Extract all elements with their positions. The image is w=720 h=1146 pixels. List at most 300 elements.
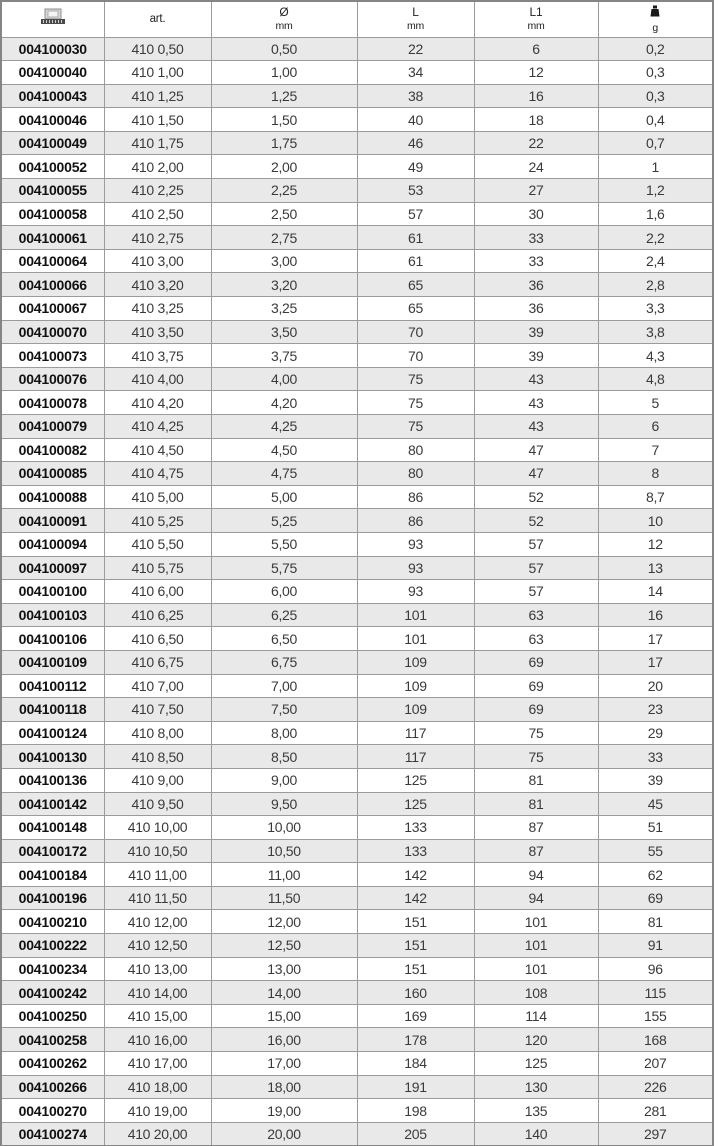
art-cell: 410 14,00: [104, 981, 211, 1005]
art-cell: 410 2,25: [104, 179, 211, 203]
ean-cell: 004100148: [1, 816, 104, 840]
weight-cell: 16: [598, 603, 713, 627]
weight-cell: 51: [598, 816, 713, 840]
ean-cell: 004100172: [1, 839, 104, 863]
length-column-header: [357, 1, 474, 37]
length1-cell: 81: [474, 768, 598, 792]
diameter-cell: 4,00: [211, 367, 357, 391]
length-cell: 93: [357, 580, 474, 604]
table-row: [1, 391, 713, 415]
diameter-cell: 8,50: [211, 745, 357, 769]
art-cell: 410 15,00: [104, 1004, 211, 1028]
length1-cell: 87: [474, 816, 598, 840]
table-row: [1, 957, 713, 981]
length-cell: 65: [357, 273, 474, 297]
ean-cell: 004100142: [1, 792, 104, 816]
barcode-icon: [40, 8, 66, 25]
weight-cell: 4,3: [598, 344, 713, 368]
art-column-header: [104, 1, 211, 37]
ean-cell: 004100079: [1, 415, 104, 439]
art-cell: 410 13,00: [104, 957, 211, 981]
diameter-cell: 3,75: [211, 344, 357, 368]
diameter-cell: 12,00: [211, 910, 357, 934]
weight-cell: 0,4: [598, 108, 713, 132]
length1-cell: 94: [474, 886, 598, 910]
length-cell: 70: [357, 344, 474, 368]
length1-cell: 57: [474, 556, 598, 580]
weight-cell: 23: [598, 698, 713, 722]
length1-cell: 30: [474, 202, 598, 226]
weight-cell: 1,2: [598, 179, 713, 203]
art-cell: 410 9,00: [104, 768, 211, 792]
ean-cell: 004100078: [1, 391, 104, 415]
art-cell: 410 3,25: [104, 297, 211, 321]
art-cell: 410 4,25: [104, 415, 211, 439]
length1-cell: 52: [474, 485, 598, 509]
ean-cell: 004100073: [1, 344, 104, 368]
weight-cell: 115: [598, 981, 713, 1005]
length-cell: 125: [357, 768, 474, 792]
art-cell: 410 17,00: [104, 1052, 211, 1076]
length1-cell: 36: [474, 273, 598, 297]
length-cell: 53: [357, 179, 474, 203]
art-cell: 410 2,75: [104, 226, 211, 250]
table-row: [1, 438, 713, 462]
table-row: [1, 627, 713, 651]
table-row: [1, 792, 713, 816]
diameter-cell: 5,25: [211, 509, 357, 533]
ean-cell: 004100130: [1, 745, 104, 769]
length-cell: 40: [357, 108, 474, 132]
ean-cell: 004100030: [1, 37, 104, 61]
ean-cell: 004100100: [1, 580, 104, 604]
length-cell: 178: [357, 1028, 474, 1052]
table-row: [1, 768, 713, 792]
art-cell: 410 4,20: [104, 391, 211, 415]
diameter-cell: 1,75: [211, 131, 357, 155]
ean-cell: 004100082: [1, 438, 104, 462]
diameter-cell: 6,00: [211, 580, 357, 604]
table-row: [1, 839, 713, 863]
length1-cell: 101: [474, 957, 598, 981]
weight-cell: 1,6: [598, 202, 713, 226]
weight-cell: 55: [598, 839, 713, 863]
length-cell: 109: [357, 698, 474, 722]
weight-cell: 91: [598, 934, 713, 958]
diameter-cell: 4,50: [211, 438, 357, 462]
ean-cell: 004100067: [1, 297, 104, 321]
art-cell: 410 0,50: [104, 37, 211, 61]
weight-cell: 17: [598, 650, 713, 674]
length1-cell: 33: [474, 249, 598, 273]
table-header: [1, 1, 713, 37]
ean-cell: 004100061: [1, 226, 104, 250]
length-cell: 61: [357, 249, 474, 273]
length-cell: 117: [357, 745, 474, 769]
table-row: [1, 155, 713, 179]
ean-cell: 004100109: [1, 650, 104, 674]
weight-cell: 168: [598, 1028, 713, 1052]
ean-cell: 004100124: [1, 721, 104, 745]
diameter-cell: 9,00: [211, 768, 357, 792]
art-cell: 410 5,25: [104, 509, 211, 533]
weight-cell: 2,2: [598, 226, 713, 250]
art-cell: 410 6,25: [104, 603, 211, 627]
length-cell: 133: [357, 816, 474, 840]
table-row: [1, 816, 713, 840]
length1-cell: 94: [474, 863, 598, 887]
length-cell: 49: [357, 155, 474, 179]
table-row: [1, 297, 713, 321]
ean-cell: 004100250: [1, 1004, 104, 1028]
length1-cell: 69: [474, 698, 598, 722]
diameter-cell: 3,50: [211, 320, 357, 344]
art-cell: 410 11,50: [104, 886, 211, 910]
art-cell: 410 10,50: [104, 839, 211, 863]
ean-cell: 004100184: [1, 863, 104, 887]
table-row: [1, 580, 713, 604]
art-cell: 410 1,00: [104, 61, 211, 85]
length1-cell: 33: [474, 226, 598, 250]
length1-cell: 114: [474, 1004, 598, 1028]
length-cell: 75: [357, 391, 474, 415]
weight-cell: 297: [598, 1122, 713, 1146]
art-cell: 410 5,00: [104, 485, 211, 509]
length-cell: 86: [357, 485, 474, 509]
weight-cell: 0,7: [598, 131, 713, 155]
weight-cell: 6: [598, 415, 713, 439]
diameter-cell: 6,75: [211, 650, 357, 674]
weight-cell: 13: [598, 556, 713, 580]
weight-cell: 10: [598, 509, 713, 533]
length1-cell: 120: [474, 1028, 598, 1052]
weight-cell: 226: [598, 1075, 713, 1099]
length1-cell: 81: [474, 792, 598, 816]
art-cell: 410 1,75: [104, 131, 211, 155]
art-cell: 410 3,20: [104, 273, 211, 297]
length1-cell: 39: [474, 344, 598, 368]
table-row: [1, 344, 713, 368]
diameter-unit: mm: [275, 20, 293, 33]
table-row: [1, 61, 713, 85]
weight-cell: 8: [598, 462, 713, 486]
length-cell: 80: [357, 462, 474, 486]
ean-cell: 004100097: [1, 556, 104, 580]
table-row: [1, 415, 713, 439]
diameter-cell: 3,00: [211, 249, 357, 273]
diameter-cell: 3,20: [211, 273, 357, 297]
diameter-cell: 4,20: [211, 391, 357, 415]
ean-cell: 004100222: [1, 934, 104, 958]
weight-cell: 12: [598, 532, 713, 556]
table-row: [1, 226, 713, 250]
length-cell: 109: [357, 674, 474, 698]
diameter-cell: 5,75: [211, 556, 357, 580]
length1-cell: 135: [474, 1099, 598, 1123]
length-cell: 38: [357, 84, 474, 108]
table-row: [1, 1052, 713, 1076]
diameter-cell: 10,00: [211, 816, 357, 840]
table-row: [1, 603, 713, 627]
length1-cell: 101: [474, 934, 598, 958]
weight-cell: 33: [598, 745, 713, 769]
table-row: [1, 462, 713, 486]
diameter-cell: 6,50: [211, 627, 357, 651]
table-row: [1, 37, 713, 61]
ean-cell: 004100046: [1, 108, 104, 132]
length1-cell: 12: [474, 61, 598, 85]
ean-cell: 004100040: [1, 61, 104, 85]
ean-cell: 004100118: [1, 698, 104, 722]
diameter-cell: 0,50: [211, 37, 357, 61]
ean-cell: 004100112: [1, 674, 104, 698]
art-cell: 410 1,50: [104, 108, 211, 132]
length1-cell: 57: [474, 580, 598, 604]
table-row: [1, 556, 713, 580]
table-row: [1, 910, 713, 934]
weight-cell: 69: [598, 886, 713, 910]
art-cell: 410 18,00: [104, 1075, 211, 1099]
weight-cell: 5: [598, 391, 713, 415]
art-cell: 410 2,00: [104, 155, 211, 179]
table-row: [1, 745, 713, 769]
art-cell: 410 12,00: [104, 910, 211, 934]
table-row: [1, 84, 713, 108]
art-cell: 410 16,00: [104, 1028, 211, 1052]
diameter-column-header: [211, 1, 357, 37]
weight-cell: 2,4: [598, 249, 713, 273]
length-cell: 65: [357, 297, 474, 321]
length-cell: 117: [357, 721, 474, 745]
ean-cell: 004100055: [1, 179, 104, 203]
diameter-cell: 10,50: [211, 839, 357, 863]
ean-cell: 004100266: [1, 1075, 104, 1099]
table-body: [1, 37, 713, 1146]
weight-cell: 8,7: [598, 485, 713, 509]
length-symbol: L: [412, 5, 419, 20]
table-row: [1, 886, 713, 910]
art-cell: 410 7,50: [104, 698, 211, 722]
length1-cell: 63: [474, 603, 598, 627]
diameter-cell: 7,00: [211, 674, 357, 698]
length-cell: 57: [357, 202, 474, 226]
ean-cell: 004100136: [1, 768, 104, 792]
diameter-cell: 16,00: [211, 1028, 357, 1052]
table-row: [1, 179, 713, 203]
weight-cell: 3,3: [598, 297, 713, 321]
table-row: [1, 934, 713, 958]
weight-column-header: [598, 1, 713, 37]
diameter-cell: 5,50: [211, 532, 357, 556]
length1-cell: 75: [474, 721, 598, 745]
diameter-cell: 2,50: [211, 202, 357, 226]
length-cell: 169: [357, 1004, 474, 1028]
length1-cell: 43: [474, 367, 598, 391]
weight-cell: 281: [598, 1099, 713, 1123]
diameter-cell: 12,50: [211, 934, 357, 958]
length-cell: 93: [357, 556, 474, 580]
weight-cell: 4,8: [598, 367, 713, 391]
diameter-cell: 1,25: [211, 84, 357, 108]
art-cell: 410 4,00: [104, 367, 211, 391]
diameter-cell: 18,00: [211, 1075, 357, 1099]
length-cell: 184: [357, 1052, 474, 1076]
weight-cell: 0,3: [598, 61, 713, 85]
length1-unit: mm: [527, 20, 545, 33]
length-cell: 142: [357, 886, 474, 910]
art-cell: 410 20,00: [104, 1122, 211, 1146]
ean-cell: 004100091: [1, 509, 104, 533]
diameter-cell: 2,75: [211, 226, 357, 250]
art-cell: 410 6,00: [104, 580, 211, 604]
length1-cell: 125: [474, 1052, 598, 1076]
ean-cell: 004100088: [1, 485, 104, 509]
length1-cell: 140: [474, 1122, 598, 1146]
ean-cell: 004100076: [1, 367, 104, 391]
art-cell: 410 2,50: [104, 202, 211, 226]
art-cell: 410 9,50: [104, 792, 211, 816]
table-row: [1, 273, 713, 297]
length1-cell: 69: [474, 650, 598, 674]
table-row: [1, 1122, 713, 1146]
ean-cell: 004100058: [1, 202, 104, 226]
weight-cell: 39: [598, 768, 713, 792]
art-cell: 410 19,00: [104, 1099, 211, 1123]
ean-cell: 004100043: [1, 84, 104, 108]
table-row: [1, 698, 713, 722]
length-cell: 34: [357, 61, 474, 85]
diameter-cell: 5,00: [211, 485, 357, 509]
diameter-cell: 3,25: [211, 297, 357, 321]
diameter-cell: 15,00: [211, 1004, 357, 1028]
length1-cell: 6: [474, 37, 598, 61]
art-cell: 410 11,00: [104, 863, 211, 887]
diameter-cell: 4,75: [211, 462, 357, 486]
length-cell: 86: [357, 509, 474, 533]
weight-cell: 14: [598, 580, 713, 604]
diameter-cell: 1,50: [211, 108, 357, 132]
table-row: [1, 1075, 713, 1099]
diameter-cell: 11,50: [211, 886, 357, 910]
length-cell: 109: [357, 650, 474, 674]
length1-cell: 27: [474, 179, 598, 203]
weight-cell: 96: [598, 957, 713, 981]
length-cell: 22: [357, 37, 474, 61]
ean-cell: 004100262: [1, 1052, 104, 1076]
table-row: [1, 532, 713, 556]
art-cell: 410 8,50: [104, 745, 211, 769]
length-cell: 70: [357, 320, 474, 344]
art-cell: 410 3,75: [104, 344, 211, 368]
art-cell: 410 4,75: [104, 462, 211, 486]
length-cell: 133: [357, 839, 474, 863]
weight-icon: [650, 5, 660, 17]
length-cell: 205: [357, 1122, 474, 1146]
art-cell: 410 3,00: [104, 249, 211, 273]
length1-cell: 24: [474, 155, 598, 179]
length-cell: 151: [357, 910, 474, 934]
length1-cell: 75: [474, 745, 598, 769]
ean-cell: 004100049: [1, 131, 104, 155]
weight-cell: 29: [598, 721, 713, 745]
weight-cell: 20: [598, 674, 713, 698]
diameter-cell: 20,00: [211, 1122, 357, 1146]
length1-cell: 22: [474, 131, 598, 155]
length1-cell: 16: [474, 84, 598, 108]
length1-cell: 57: [474, 532, 598, 556]
diameter-cell: 9,50: [211, 792, 357, 816]
ean-cell: 004100066: [1, 273, 104, 297]
length1-cell: 39: [474, 320, 598, 344]
art-cell: 410 10,00: [104, 816, 211, 840]
length1-cell: 108: [474, 981, 598, 1005]
length-cell: 142: [357, 863, 474, 887]
diameter-cell: 2,00: [211, 155, 357, 179]
length-cell: 151: [357, 957, 474, 981]
ean-cell: 004100052: [1, 155, 104, 179]
length-cell: 125: [357, 792, 474, 816]
ean-cell: 004100242: [1, 981, 104, 1005]
length1-cell: 69: [474, 674, 598, 698]
art-cell: 410 4,50: [104, 438, 211, 462]
ean-cell: 004100196: [1, 886, 104, 910]
length-cell: 191: [357, 1075, 474, 1099]
length1-cell: 101: [474, 910, 598, 934]
ean-cell: 004100234: [1, 957, 104, 981]
table-row: [1, 721, 713, 745]
table-row: [1, 650, 713, 674]
diameter-cell: 2,25: [211, 179, 357, 203]
art-cell: 410 3,50: [104, 320, 211, 344]
art-cell: 410 7,00: [104, 674, 211, 698]
table-row: [1, 202, 713, 226]
diameter-cell: 11,00: [211, 863, 357, 887]
ean-cell: 004100064: [1, 249, 104, 273]
length-cell: 198: [357, 1099, 474, 1123]
length1-cell: 43: [474, 415, 598, 439]
length1-cell: 87: [474, 839, 598, 863]
table-row: [1, 509, 713, 533]
table-row: [1, 981, 713, 1005]
diameter-cell: 4,25: [211, 415, 357, 439]
art-cell: 410 6,50: [104, 627, 211, 651]
diameter-cell: 14,00: [211, 981, 357, 1005]
ean-cell: 004100106: [1, 627, 104, 651]
art-cell: 410 8,00: [104, 721, 211, 745]
art-cell: 410 5,75: [104, 556, 211, 580]
ean-cell: 004100258: [1, 1028, 104, 1052]
length-cell: 80: [357, 438, 474, 462]
length-cell: 75: [357, 367, 474, 391]
header-row: [1, 1, 713, 37]
length-cell: 61: [357, 226, 474, 250]
weight-cell: 155: [598, 1004, 713, 1028]
weight-cell: 45: [598, 792, 713, 816]
art-cell: 410 12,50: [104, 934, 211, 958]
table-row: [1, 1004, 713, 1028]
length-cell: 101: [357, 603, 474, 627]
ean-cell: 004100270: [1, 1099, 104, 1123]
table-row: [1, 367, 713, 391]
ean-cell: 004100085: [1, 462, 104, 486]
table-row: [1, 863, 713, 887]
length1-cell: 47: [474, 438, 598, 462]
length1-symbol: L1: [529, 5, 543, 20]
diameter-cell: 1,00: [211, 61, 357, 85]
diameter-cell: 7,50: [211, 698, 357, 722]
table-row: [1, 485, 713, 509]
length-cell: 46: [357, 131, 474, 155]
